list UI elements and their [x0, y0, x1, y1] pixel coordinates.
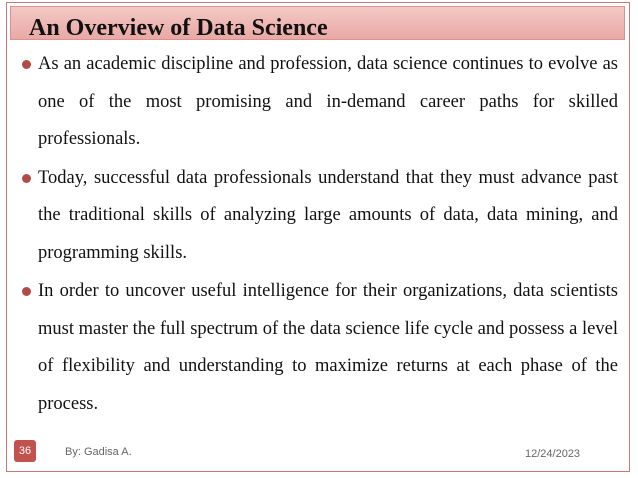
bullet-item [22, 160, 618, 273]
slide-number: 36 [18, 445, 32, 457]
bullet-text: As an academic discipline and profession, data science continues to evolve as one of the most promising and in-demand career paths for skilled professionals. [38, 54, 618, 149]
bullet-item [22, 46, 618, 159]
title-bar [10, 6, 625, 40]
footer-author: By: Gadisa A. [65, 446, 132, 458]
bullet-text: In order to uncover useful intelligence for their organizations, data scientists must master the full spectrum of the data science life cycle and possess a level of flexibility and understanding to maximize returns at each phase of the process. [38, 281, 618, 414]
bullet-dot-icon [22, 287, 31, 296]
slide-number-badge [14, 440, 36, 462]
slide-title: An Overview of Data Science [29, 15, 328, 41]
bullet-item [22, 273, 618, 423]
bullet-text: Today, successful data professionals understand that they must advance past the traditional skills of analyzing large amounts of data, data mining, and programming skills. [38, 167, 618, 263]
bullet-dot-icon [22, 60, 31, 69]
bullet-dot-icon [22, 174, 31, 183]
footer-date: 12/24/2023 [525, 448, 581, 460]
slide-content [22, 46, 618, 424]
